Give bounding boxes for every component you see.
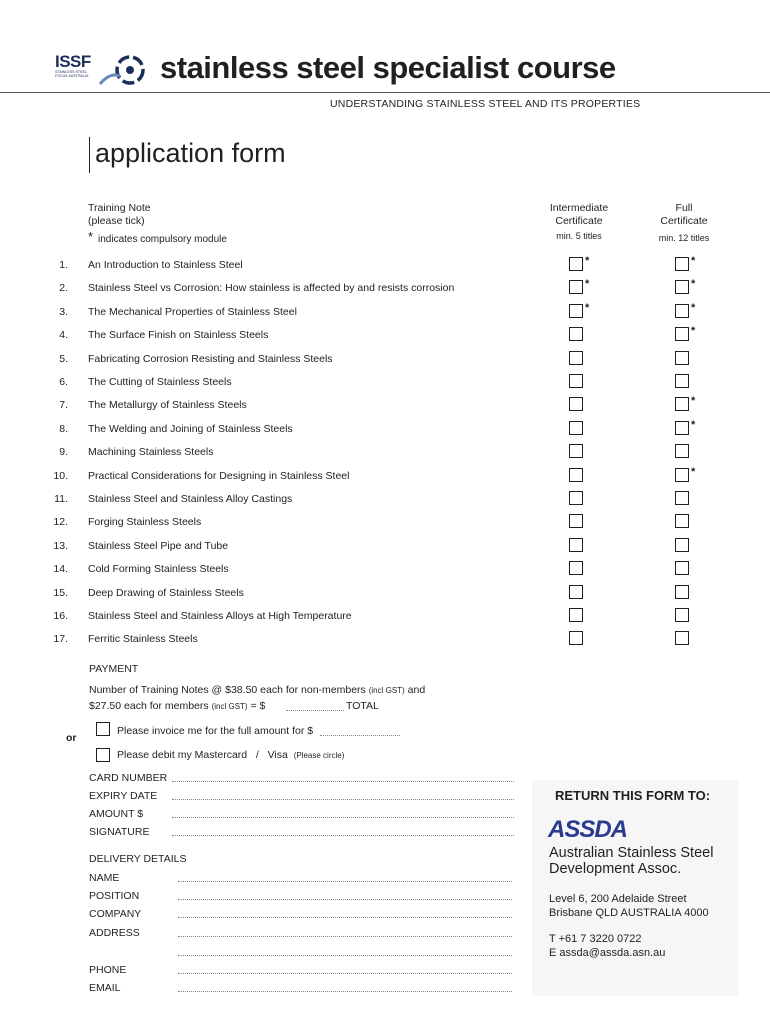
full-header-line2: Certificate xyxy=(660,215,708,227)
module-number: 1. xyxy=(59,259,68,271)
company-label: COMPANY xyxy=(89,908,142,920)
module-number: 2. xyxy=(59,282,68,294)
signature-label: SIGNATURE xyxy=(89,826,150,838)
module-title: Fabricating Corrosion Resisting and Stainless Steels xyxy=(88,353,333,365)
or-label: or xyxy=(66,732,77,744)
module-number: 15. xyxy=(53,587,68,599)
name-label: NAME xyxy=(89,872,120,884)
expiry-date-label: EXPIRY DATE xyxy=(89,790,158,802)
invoice-amount-field[interactable] xyxy=(320,735,400,736)
amount-field[interactable] xyxy=(172,817,514,818)
full-checkbox[interactable] xyxy=(675,374,689,388)
module-title: The Surface Finish on Stainless Steels xyxy=(88,329,269,341)
compulsory-star-icon: * xyxy=(691,255,696,267)
payment-line2 xyxy=(89,700,265,712)
form-title: application form xyxy=(95,138,286,168)
phone-label: PHONE xyxy=(89,964,127,976)
position-label: POSITION xyxy=(89,890,140,902)
address-field-line2[interactable] xyxy=(178,955,512,956)
module-title: Stainless Steel Pipe and Tube xyxy=(88,540,229,552)
address-field-line1[interactable] xyxy=(178,936,512,937)
intermediate-checkbox[interactable] xyxy=(569,397,583,411)
full-checkbox[interactable] xyxy=(675,585,689,599)
full-checkbox[interactable] xyxy=(675,257,689,271)
module-title: Cold Forming Stainless Steels xyxy=(88,563,229,575)
assda-org-name xyxy=(549,845,713,877)
training-note-line2: (please tick) xyxy=(88,215,145,227)
module-title: The Metallurgy of Stainless Steels xyxy=(88,399,247,411)
compulsory-star-icon: * xyxy=(691,419,696,431)
full-checkbox[interactable] xyxy=(675,468,689,482)
intermediate-checkbox[interactable] xyxy=(569,327,583,341)
full-checkbox[interactable] xyxy=(675,397,689,411)
full-checkbox[interactable] xyxy=(675,491,689,505)
payment-line1-and: and xyxy=(404,684,426,696)
module-number: 13. xyxy=(53,540,68,552)
module-title: The Mechanical Properties of Stainless Steel xyxy=(88,306,297,318)
compulsory-star-icon: * xyxy=(585,255,590,267)
payment-line1 xyxy=(89,684,425,696)
assda-org-line2: Development Assoc. xyxy=(549,861,682,877)
invoice-checkbox[interactable] xyxy=(96,722,110,736)
intermediate-checkbox[interactable] xyxy=(569,257,583,271)
amount-label: AMOUNT $ xyxy=(89,808,144,820)
assda-logo: ASSDA xyxy=(548,816,628,843)
intermediate-checkbox[interactable] xyxy=(569,585,583,599)
debit-visa: Visa xyxy=(267,749,288,761)
module-number: 5. xyxy=(59,353,68,365)
module-title: The Cutting of Stainless Steels xyxy=(88,376,232,388)
return-heading: RETURN THIS FORM TO: xyxy=(555,788,711,803)
assda-email: E assda@assda.asn.au xyxy=(549,947,666,959)
module-title: An Introduction to Stainless Steel xyxy=(88,259,243,271)
invoice-label: Please invoice me for the full amount for $ xyxy=(117,725,314,737)
training-note-line1: Training Note xyxy=(88,202,151,214)
full-header-line1: Full xyxy=(675,202,693,214)
module-title: Stainless Steel and Stainless Alloys at High Temperature xyxy=(88,610,352,622)
module-number: 9. xyxy=(59,446,68,458)
intermediate-column-header xyxy=(535,202,623,243)
compulsory-legend: indicates compulsory module xyxy=(98,234,227,245)
module-title: Stainless Steel vs Corrosion: How stainless is affected by and resists corrosion xyxy=(88,282,455,294)
full-checkbox[interactable] xyxy=(675,444,689,458)
debit-separator: / xyxy=(255,749,259,761)
full-column-header xyxy=(640,202,728,245)
full-checkbox[interactable] xyxy=(675,608,689,622)
return-panel xyxy=(532,780,738,996)
card-number-field[interactable] xyxy=(172,781,514,782)
expiry-date-field[interactable] xyxy=(172,799,514,800)
issf-ring-logo-icon xyxy=(96,54,150,88)
debit-circle-note: (Please circle) xyxy=(293,751,345,760)
compulsory-star-icon: * xyxy=(585,302,590,314)
compulsory-star-icon: * xyxy=(691,466,696,478)
intermediate-header-line1: Intermediate xyxy=(549,202,609,214)
intermediate-checkbox[interactable] xyxy=(569,444,583,458)
module-title: Stainless Steel and Stainless Alloy Castings xyxy=(88,493,293,505)
debit-label: Please debit my Mastercard xyxy=(117,749,248,761)
full-checkbox[interactable] xyxy=(675,304,689,318)
course-subtitle: UNDERSTANDING STAINLESS STEEL AND ITS PROPERTIES xyxy=(330,98,641,110)
header-divider xyxy=(0,92,770,93)
module-number: 14. xyxy=(53,563,68,575)
module-number: 12. xyxy=(53,516,68,528)
address-label: ADDRESS xyxy=(89,927,140,939)
full-checkbox[interactable] xyxy=(675,421,689,435)
module-title: Forging Stainless Steels xyxy=(88,516,202,528)
full-checkbox[interactable] xyxy=(675,514,689,528)
full-checkbox[interactable] xyxy=(675,327,689,341)
intermediate-checkbox[interactable] xyxy=(569,421,583,435)
module-number: 11. xyxy=(54,493,68,505)
payment-line2-text: $27.50 each for members xyxy=(89,700,212,712)
assda-address-line1: Level 6, 200 Adelaide Street xyxy=(549,893,687,905)
intermediate-checkbox[interactable] xyxy=(569,280,583,294)
intermediate-checkbox[interactable] xyxy=(569,468,583,482)
full-checkbox[interactable] xyxy=(675,538,689,552)
title-bar-accent xyxy=(89,137,90,173)
company-field[interactable] xyxy=(178,917,512,918)
email-field[interactable] xyxy=(178,991,512,992)
intermediate-checkbox[interactable] xyxy=(569,514,583,528)
name-field[interactable] xyxy=(178,881,512,882)
intermediate-min-titles: min. 5 titles xyxy=(556,231,602,241)
signature-field[interactable] xyxy=(172,835,514,836)
module-number: 6. xyxy=(59,376,68,388)
debit-checkbox[interactable] xyxy=(96,748,110,762)
intermediate-checkbox[interactable] xyxy=(569,538,583,552)
compulsory-star-icon: * xyxy=(691,278,696,290)
module-number: 7. xyxy=(59,399,68,411)
compulsory-star-icon: * xyxy=(691,395,696,407)
payment-line1-gst: (incl GST) xyxy=(368,686,405,695)
intermediate-checkbox[interactable] xyxy=(569,374,583,388)
compulsory-star-icon: * xyxy=(585,278,590,290)
payment-line2-gst: (incl GST) xyxy=(211,702,248,711)
assda-org-line1: Australian Stainless Steel xyxy=(549,845,714,861)
intermediate-checkbox[interactable] xyxy=(569,304,583,318)
issf-logo-text: ISSF xyxy=(55,52,91,71)
issf-logo-subtext: STAINLESS STEEL FOCUS AUSTRALIA xyxy=(55,70,89,79)
full-checkbox[interactable] xyxy=(675,561,689,575)
module-title: The Welding and Joining of Stainless Steels xyxy=(88,423,293,435)
card-number-label: CARD NUMBER xyxy=(89,772,168,784)
training-note-label xyxy=(88,202,151,228)
course-title: stainless steel specialist course xyxy=(160,50,616,85)
intermediate-checkbox[interactable] xyxy=(569,351,583,365)
intermediate-checkbox[interactable] xyxy=(569,608,583,622)
intermediate-header-line2: Certificate xyxy=(555,215,603,227)
full-min-titles: min. 12 titles xyxy=(658,233,710,243)
module-number: 4. xyxy=(59,329,68,341)
intermediate-checkbox[interactable] xyxy=(569,561,583,575)
module-title: Ferritic Stainless Steels xyxy=(88,633,198,645)
assda-phone: T +61 7 3220 0722 xyxy=(549,933,642,945)
intermediate-checkbox[interactable] xyxy=(569,491,583,505)
compulsory-star-icon: * xyxy=(88,229,94,244)
module-number: 10. xyxy=(53,470,68,482)
full-checkbox[interactable] xyxy=(675,351,689,365)
total-label: TOTAL xyxy=(346,700,379,712)
payment-heading: PAYMENT xyxy=(89,663,139,675)
intermediate-checkbox[interactable] xyxy=(569,631,583,645)
module-number: 17. xyxy=(53,633,68,645)
compulsory-star-icon: * xyxy=(691,325,696,337)
module-title: Practical Considerations for Designing in Stainless Steel xyxy=(88,470,350,482)
email-label: EMAIL xyxy=(89,982,121,994)
module-number: 8. xyxy=(59,423,68,435)
module-number: 16. xyxy=(53,610,68,622)
compulsory-star-icon: * xyxy=(691,302,696,314)
total-amount-field[interactable] xyxy=(286,710,344,711)
full-checkbox[interactable] xyxy=(675,280,689,294)
delivery-heading: DELIVERY DETAILS xyxy=(89,853,187,865)
assda-address xyxy=(549,892,709,960)
module-number: 3. xyxy=(59,306,68,318)
phone-field[interactable] xyxy=(178,973,512,974)
module-title: Machining Stainless Steels xyxy=(88,446,214,458)
module-title: Deep Drawing of Stainless Steels xyxy=(88,587,244,599)
full-checkbox[interactable] xyxy=(675,631,689,645)
position-field[interactable] xyxy=(178,899,512,900)
assda-address-line2: Brisbane QLD AUSTRALIA 4000 xyxy=(549,907,709,919)
payment-line2-equals: = $ xyxy=(247,700,266,712)
debit-label-row xyxy=(117,749,344,761)
payment-line1-text: Number of Training Notes @ $38.50 each for non-members xyxy=(89,684,369,696)
